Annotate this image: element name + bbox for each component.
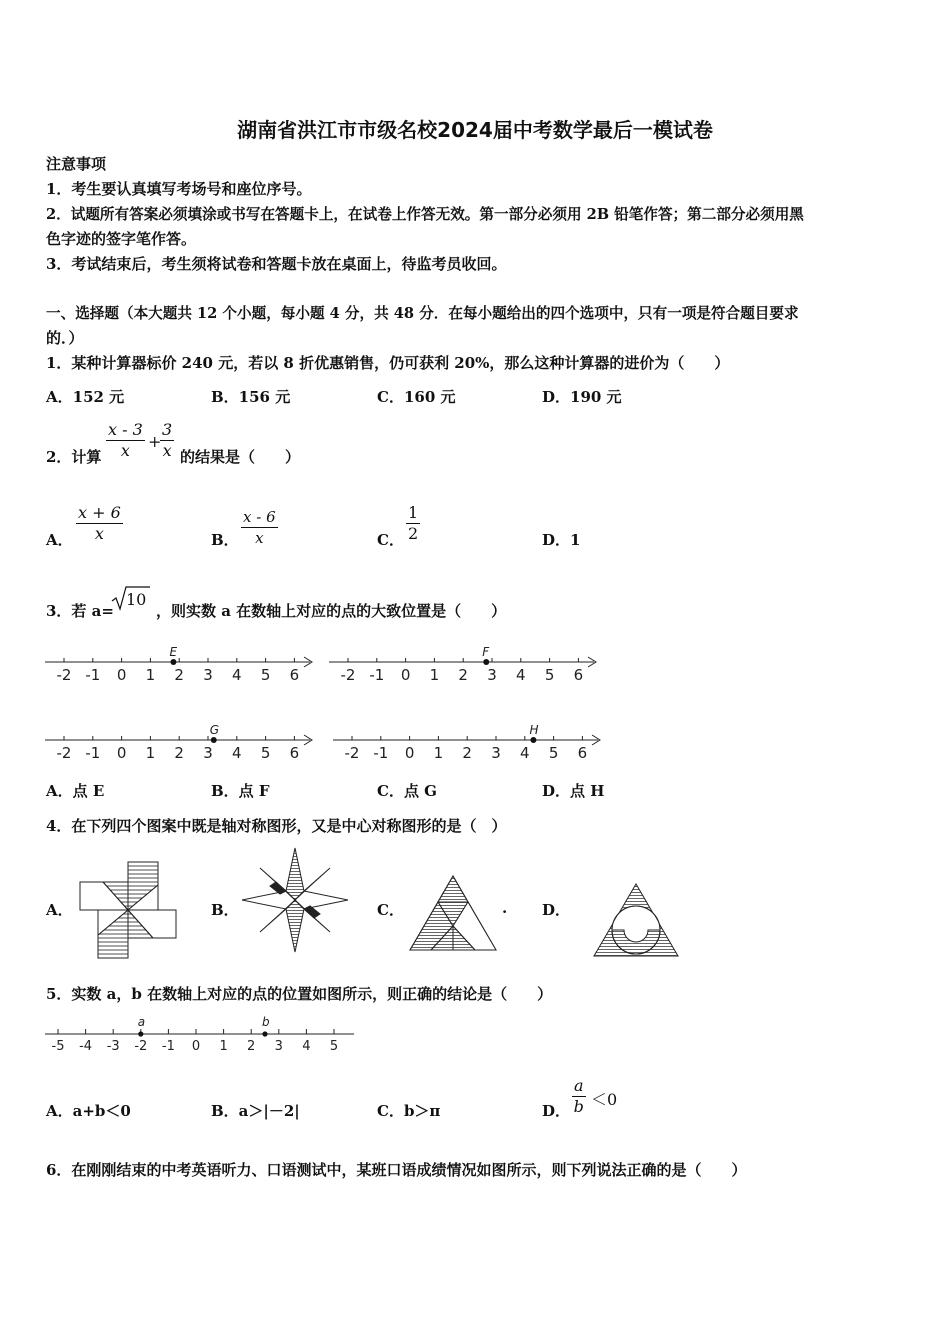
number-line-g — [42, 723, 322, 765]
q2-option-a-fraction — [76, 503, 123, 544]
q2-prefix: 2．计算 — [46, 448, 102, 466]
tick-label: 2 — [462, 744, 472, 762]
tick-label: 4 — [516, 666, 526, 684]
tick-label: 4 — [232, 666, 242, 684]
q4-figure-c-triangle — [408, 874, 498, 952]
q4-figure-d-triangle-circle — [592, 882, 680, 958]
q4-label-c: C． — [377, 901, 404, 919]
notice-item-3: 3．考试结束后，考生须将试卷和答题卡放在桌面上，待监考员收回。 — [46, 255, 507, 273]
q2-opt-c-den: 2 — [408, 524, 419, 543]
tick-label: 5 — [329, 1039, 339, 1054]
tick-label: 2 — [174, 666, 184, 684]
q2-option-b-label: B． — [211, 531, 239, 549]
q2-suffix: 的结果是（ ） — [180, 448, 301, 466]
point-marker — [530, 737, 536, 743]
q3-suffix: ，则实数 a 在数轴上对应的点的大致位置是（ ） — [156, 602, 507, 620]
ticks-e — [57, 645, 300, 684]
tick-label: 6 — [289, 666, 300, 684]
tick-label: 2 — [247, 1039, 256, 1054]
tick-label: 5 — [260, 744, 271, 762]
tick-label: 1 — [429, 666, 440, 684]
q2-frac1-num: x - 3 — [108, 420, 143, 439]
tick-label: 3 — [203, 744, 213, 762]
tick-label: -3 — [106, 1039, 120, 1054]
q1-option-d: D．190 元 — [542, 388, 622, 406]
q3-prefix: 3．若 a= — [46, 602, 114, 620]
point-marker — [211, 737, 217, 743]
q4-label-b: B． — [211, 901, 239, 919]
tick-label: 1 — [145, 666, 156, 684]
page-title: 湖南省洪江市市级名校2024届中考数学最后一模试卷 — [237, 118, 713, 142]
tick-label: -1 — [373, 744, 389, 762]
q4-dot: . — [502, 899, 508, 917]
tick-label: -2 — [344, 744, 360, 762]
q2-opt-b-den: x — [255, 529, 264, 547]
tick-label: 3 — [491, 744, 501, 762]
q5-option-d-fraction — [572, 1076, 586, 1117]
q4-stem: 4．在下列四个图案中既是轴对称图形，又是中心对称图形的是（ ） — [46, 817, 507, 835]
point-label: E — [169, 645, 178, 659]
point-label: a — [137, 1015, 146, 1029]
notice-item-1: 1．考生要认真填写考场号和座位序号。 — [46, 180, 312, 198]
q5-option-a: A．a+b＜0 — [46, 1102, 131, 1120]
q4-label-d: D． — [542, 901, 571, 919]
point-label: F — [482, 645, 490, 659]
tick-label: -2 — [340, 666, 356, 684]
tick-label: 5 — [544, 666, 555, 684]
tick-label: 0 — [404, 744, 415, 762]
q2-frac1-den: x — [120, 441, 130, 460]
tick-label: -1 — [85, 666, 101, 684]
q2-opt-a-den: x — [94, 524, 104, 543]
q3-radicand: 10 — [126, 590, 147, 609]
tick-label: 5 — [260, 666, 271, 684]
tick-label: 6 — [573, 666, 584, 684]
number-line-e — [42, 645, 322, 687]
q4-figure-a-pinwheel — [78, 860, 178, 960]
q1-option-b: B．156 元 — [211, 388, 291, 406]
tick-label: -2 — [56, 666, 72, 684]
q2-option-c-label: C． — [377, 531, 404, 549]
tick-label: 2 — [458, 666, 468, 684]
tick-label: -1 — [161, 1039, 175, 1054]
point-marker — [483, 659, 489, 665]
ticks-h — [345, 723, 588, 762]
tick-label: 0 — [116, 744, 127, 762]
section-heading-cont: 的．） — [46, 329, 84, 347]
tick-label: 6 — [289, 744, 300, 762]
tick-label: 1 — [145, 744, 156, 762]
q3-option-b: B．点 F — [211, 782, 270, 800]
q3-option-c: C．点 G — [377, 782, 437, 800]
q2-opt-b-num: x - 6 — [243, 508, 276, 526]
q2-fraction-2 — [160, 420, 174, 461]
tick-label: 0 — [191, 1039, 201, 1054]
tick-label: -5 — [51, 1039, 65, 1054]
q5-stem: 5．实数 a，b 在数轴上对应的点的位置如图所示，则正确的结论是（ ） — [46, 985, 553, 1003]
tick-label: 0 — [116, 666, 127, 684]
q2-opt-a-num: x + 6 — [78, 503, 121, 522]
tick-label: 5 — [548, 744, 559, 762]
section-heading: 一、选择题（本大题共 12 个小题，每小题 4 分，共 48 分．在每小题给出的四个选项中，只有一项是符合题目要求 — [46, 305, 799, 322]
point-label: b — [262, 1015, 270, 1029]
q5-opt-d-tail: ＜0 — [591, 1090, 618, 1109]
ticks-f — [341, 645, 584, 684]
number-line-ab — [42, 1014, 360, 1056]
q4-label-a: A． — [46, 901, 73, 919]
tick-label: 4 — [302, 1039, 311, 1054]
tick-label: -1 — [369, 666, 385, 684]
tick-label: -2 — [56, 744, 72, 762]
q2-frac2-num: 3 — [162, 420, 173, 439]
q5-option-d-label: D． — [542, 1102, 571, 1120]
tick-label: 1 — [433, 744, 444, 762]
tick-label: 2 — [174, 744, 184, 762]
q6-stem: 6．在刚刚结束的中考英语听力、口语测试中，某班口语成绩情况如图所示，则下列说法正确的是（ ） — [46, 1161, 747, 1179]
tick-label: 6 — [577, 744, 588, 762]
ticks-g — [57, 723, 300, 762]
q2-plus: + — [148, 432, 162, 451]
q2-option-d: D．1 — [542, 531, 581, 549]
q2-option-b-fraction — [241, 507, 278, 548]
q2-frac2-den: x — [162, 441, 172, 460]
tick-label: 4 — [232, 744, 242, 762]
tick-label: -1 — [85, 744, 101, 762]
q2-option-a-label: A． — [46, 531, 73, 549]
notice-heading: 注意事项 — [46, 155, 107, 173]
q1-option-c: C．160 元 — [377, 388, 456, 406]
tick-label: 3 — [274, 1039, 283, 1054]
q2-fraction-1 — [106, 420, 145, 461]
q5-opt-d-den: b — [573, 1097, 584, 1116]
q1-stem: 1．某种计算器标价 240 元，若以 8 折优惠销售，仍可获利 20%，那么这种计算器的进价为（ ） — [46, 354, 730, 372]
tick-label: 1 — [219, 1039, 228, 1054]
point-label: G — [209, 723, 220, 737]
q1-option-a: A．152 元 — [46, 388, 125, 406]
notice-item-2: 2．试题所有答案必须填涂或书写在答题卡上，在试卷上作答无效。第一部分必须用 2B 铅笔作答；第二部分必须用黑 — [46, 206, 804, 223]
tick-label: -4 — [79, 1039, 93, 1054]
q4-figure-b-compass-star — [240, 846, 350, 954]
point-marker — [170, 659, 176, 665]
tick-label: 3 — [487, 666, 497, 684]
q3-option-d: D．点 H — [542, 782, 605, 800]
q5-opt-d-num: a — [574, 1076, 584, 1095]
point-marker — [138, 1031, 143, 1036]
tick-label: 4 — [520, 744, 530, 762]
number-line-h — [330, 723, 610, 765]
q2-opt-c-num: 1 — [408, 503, 419, 522]
notice-item-2-cont: 色字迹的签字笔作答。 — [46, 230, 197, 248]
tick-label: 0 — [400, 666, 411, 684]
tick-label: 3 — [203, 666, 213, 684]
q5-option-c: C．b＞π — [377, 1102, 441, 1120]
q3-option-a: A．点 E — [46, 782, 105, 800]
point-marker — [262, 1031, 267, 1036]
point-label: H — [529, 723, 539, 737]
number-line-f — [326, 645, 606, 687]
tick-label: -2 — [134, 1039, 148, 1054]
q5-option-b: B．a＞|－2| — [211, 1102, 300, 1120]
q2-option-c-fraction — [406, 503, 420, 544]
